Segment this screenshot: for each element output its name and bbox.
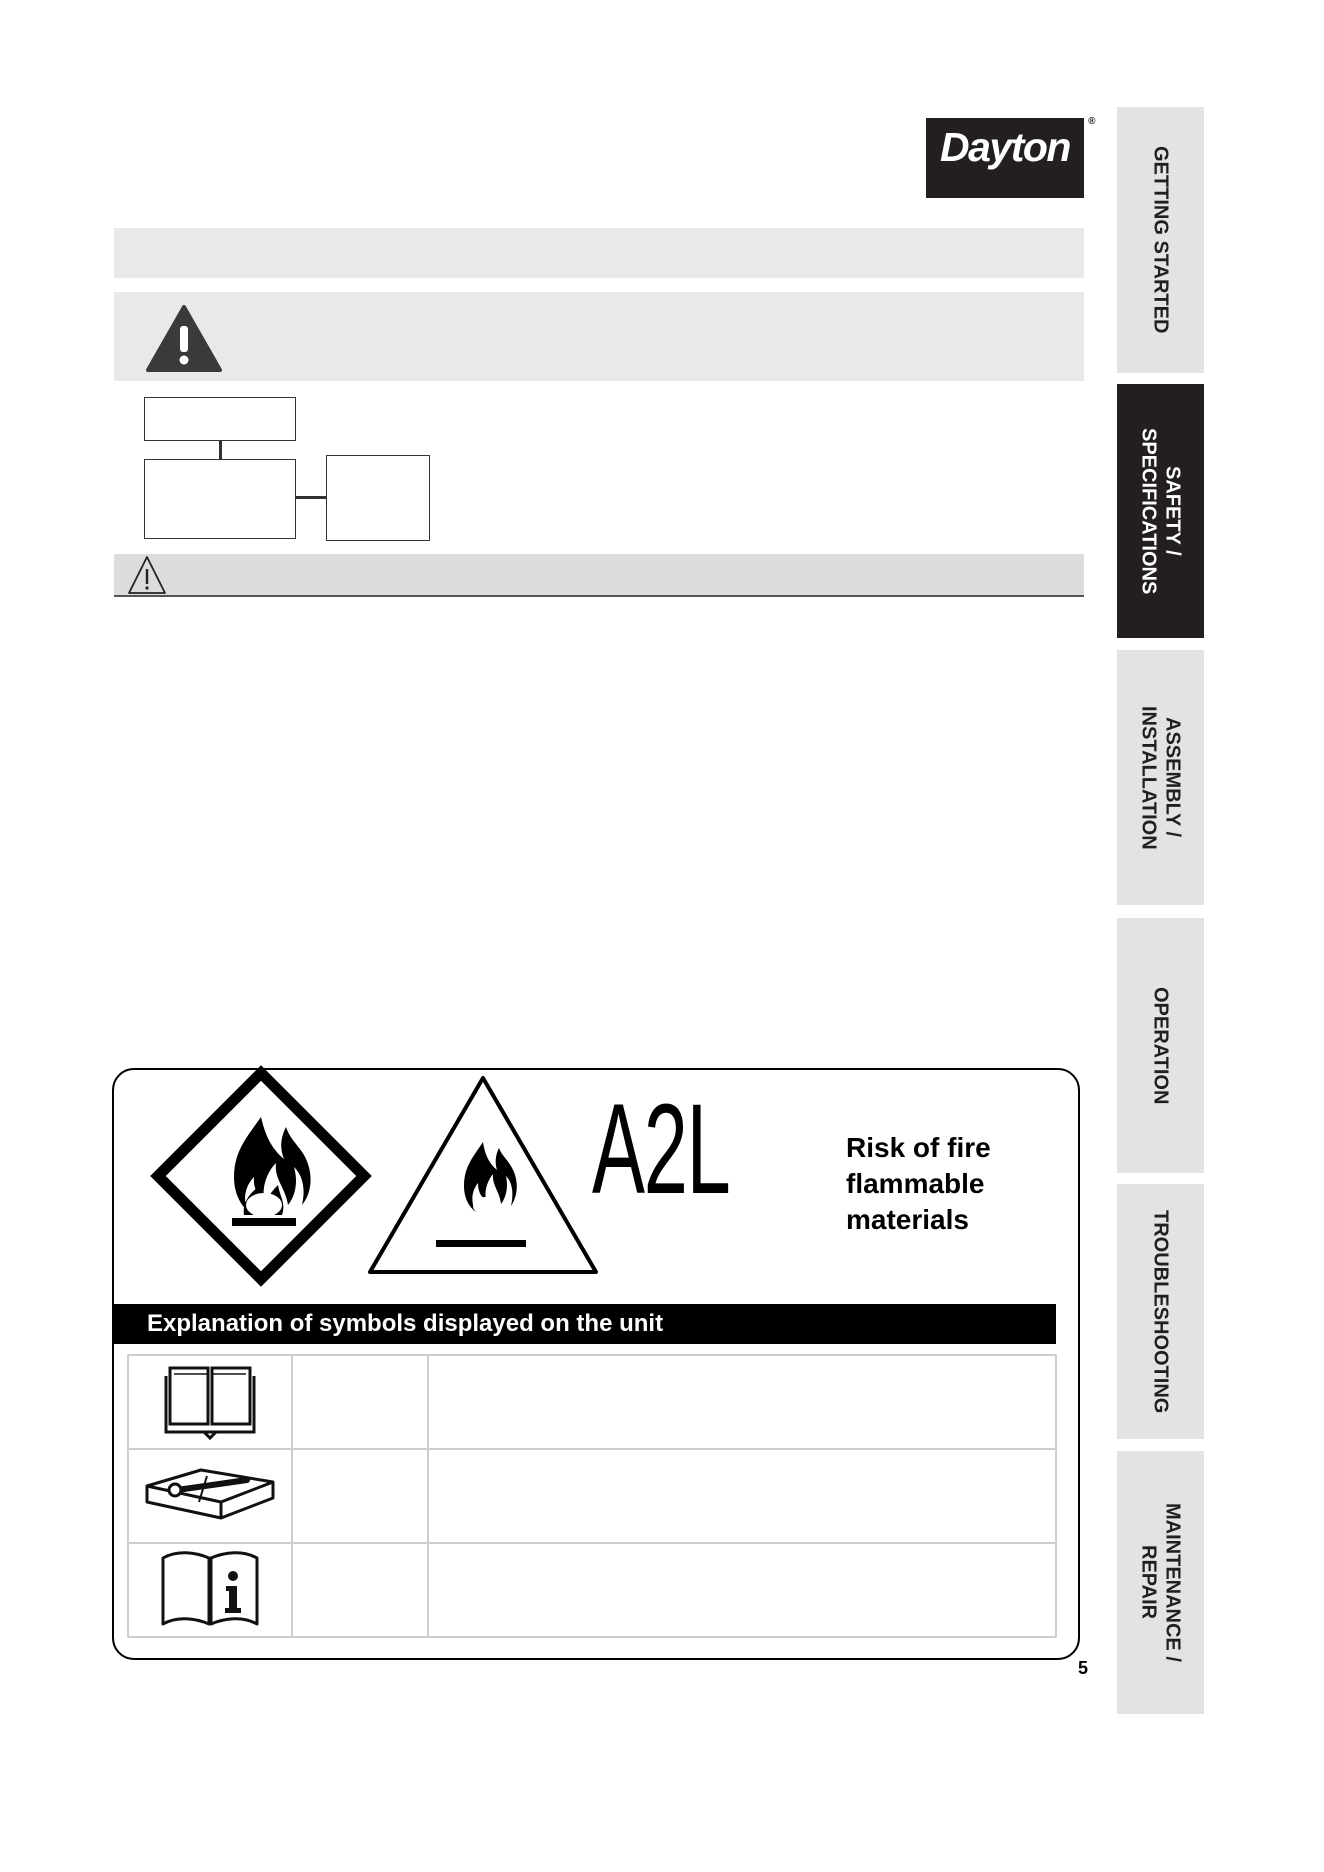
explanation-title-bar: Explanation of symbols displayed on the unit [114,1304,1056,1344]
symbol-cell [128,1449,292,1543]
risk-line: flammable [846,1168,985,1199]
hierarchy-box-top [144,397,296,441]
tab-assembly-installation[interactable] [1117,650,1204,905]
symbol-table [127,1354,1057,1638]
page-number: 5 [1078,1658,1089,1678]
dayton-logo [926,116,1094,198]
risk-line: materials [846,1204,969,1235]
ghs-flammable-diamond-icon [150,1065,372,1287]
tab-label: MAINTENANCE / [1161,1503,1184,1662]
risk-line: Risk of fire [846,1132,991,1163]
caution-triangle-icon [126,554,168,596]
safety-alert-bar [114,292,1084,381]
service-manual-wrench-icon [137,1456,283,1532]
flammable-triangle-icon [364,1070,602,1278]
tab-getting-started[interactable] [1117,107,1204,373]
tab-label: INSTALLATION [1137,705,1160,850]
warning-triangle-icon [145,304,223,374]
hierarchy-connector-horizontal [296,496,326,499]
tab-label: ASSEMBLY / [1161,717,1184,838]
manual-book-icon [160,1360,260,1440]
info-manual-icon [155,1546,265,1630]
tab-label: SAFETY / [1161,466,1184,556]
logo-text: Dayton [940,124,1070,170]
symbol-description-cell [428,1355,1056,1449]
hierarchy-connector-vertical [219,441,222,459]
symbol-name-cell [292,1449,428,1543]
tab-label: OPERATION [1149,986,1172,1105]
symbol-description-cell [428,1543,1056,1637]
table-row [128,1449,1056,1543]
tab-troubleshooting[interactable] [1117,1184,1204,1439]
registered-mark: ® [1088,116,1094,127]
tab-operation[interactable] [1117,918,1204,1173]
tab-label: SPECIFICATIONS [1137,427,1160,595]
table-row [128,1543,1056,1637]
section-header-bar [114,228,1084,278]
symbol-cell [128,1355,292,1449]
tab-label: GETTING STARTED [1149,146,1172,334]
symbol-name-cell [292,1355,428,1449]
hierarchy-box-left [144,459,296,539]
refrigerant-class-code: A2L [592,1078,730,1221]
tab-label: REPAIR [1137,1545,1160,1620]
tab-maintenance-repair[interactable] [1117,1451,1204,1714]
tab-safety-specifications[interactable] [1117,384,1204,638]
symbol-cell [128,1543,292,1637]
symbol-name-cell [292,1543,428,1637]
hierarchy-box-right [326,455,430,541]
table-row [128,1355,1056,1449]
caution-bar [114,554,1084,597]
risk-of-fire-text [846,1130,1046,1238]
tab-label: TROUBLESHOOTING [1149,1209,1172,1414]
symbol-description-cell [428,1449,1056,1543]
